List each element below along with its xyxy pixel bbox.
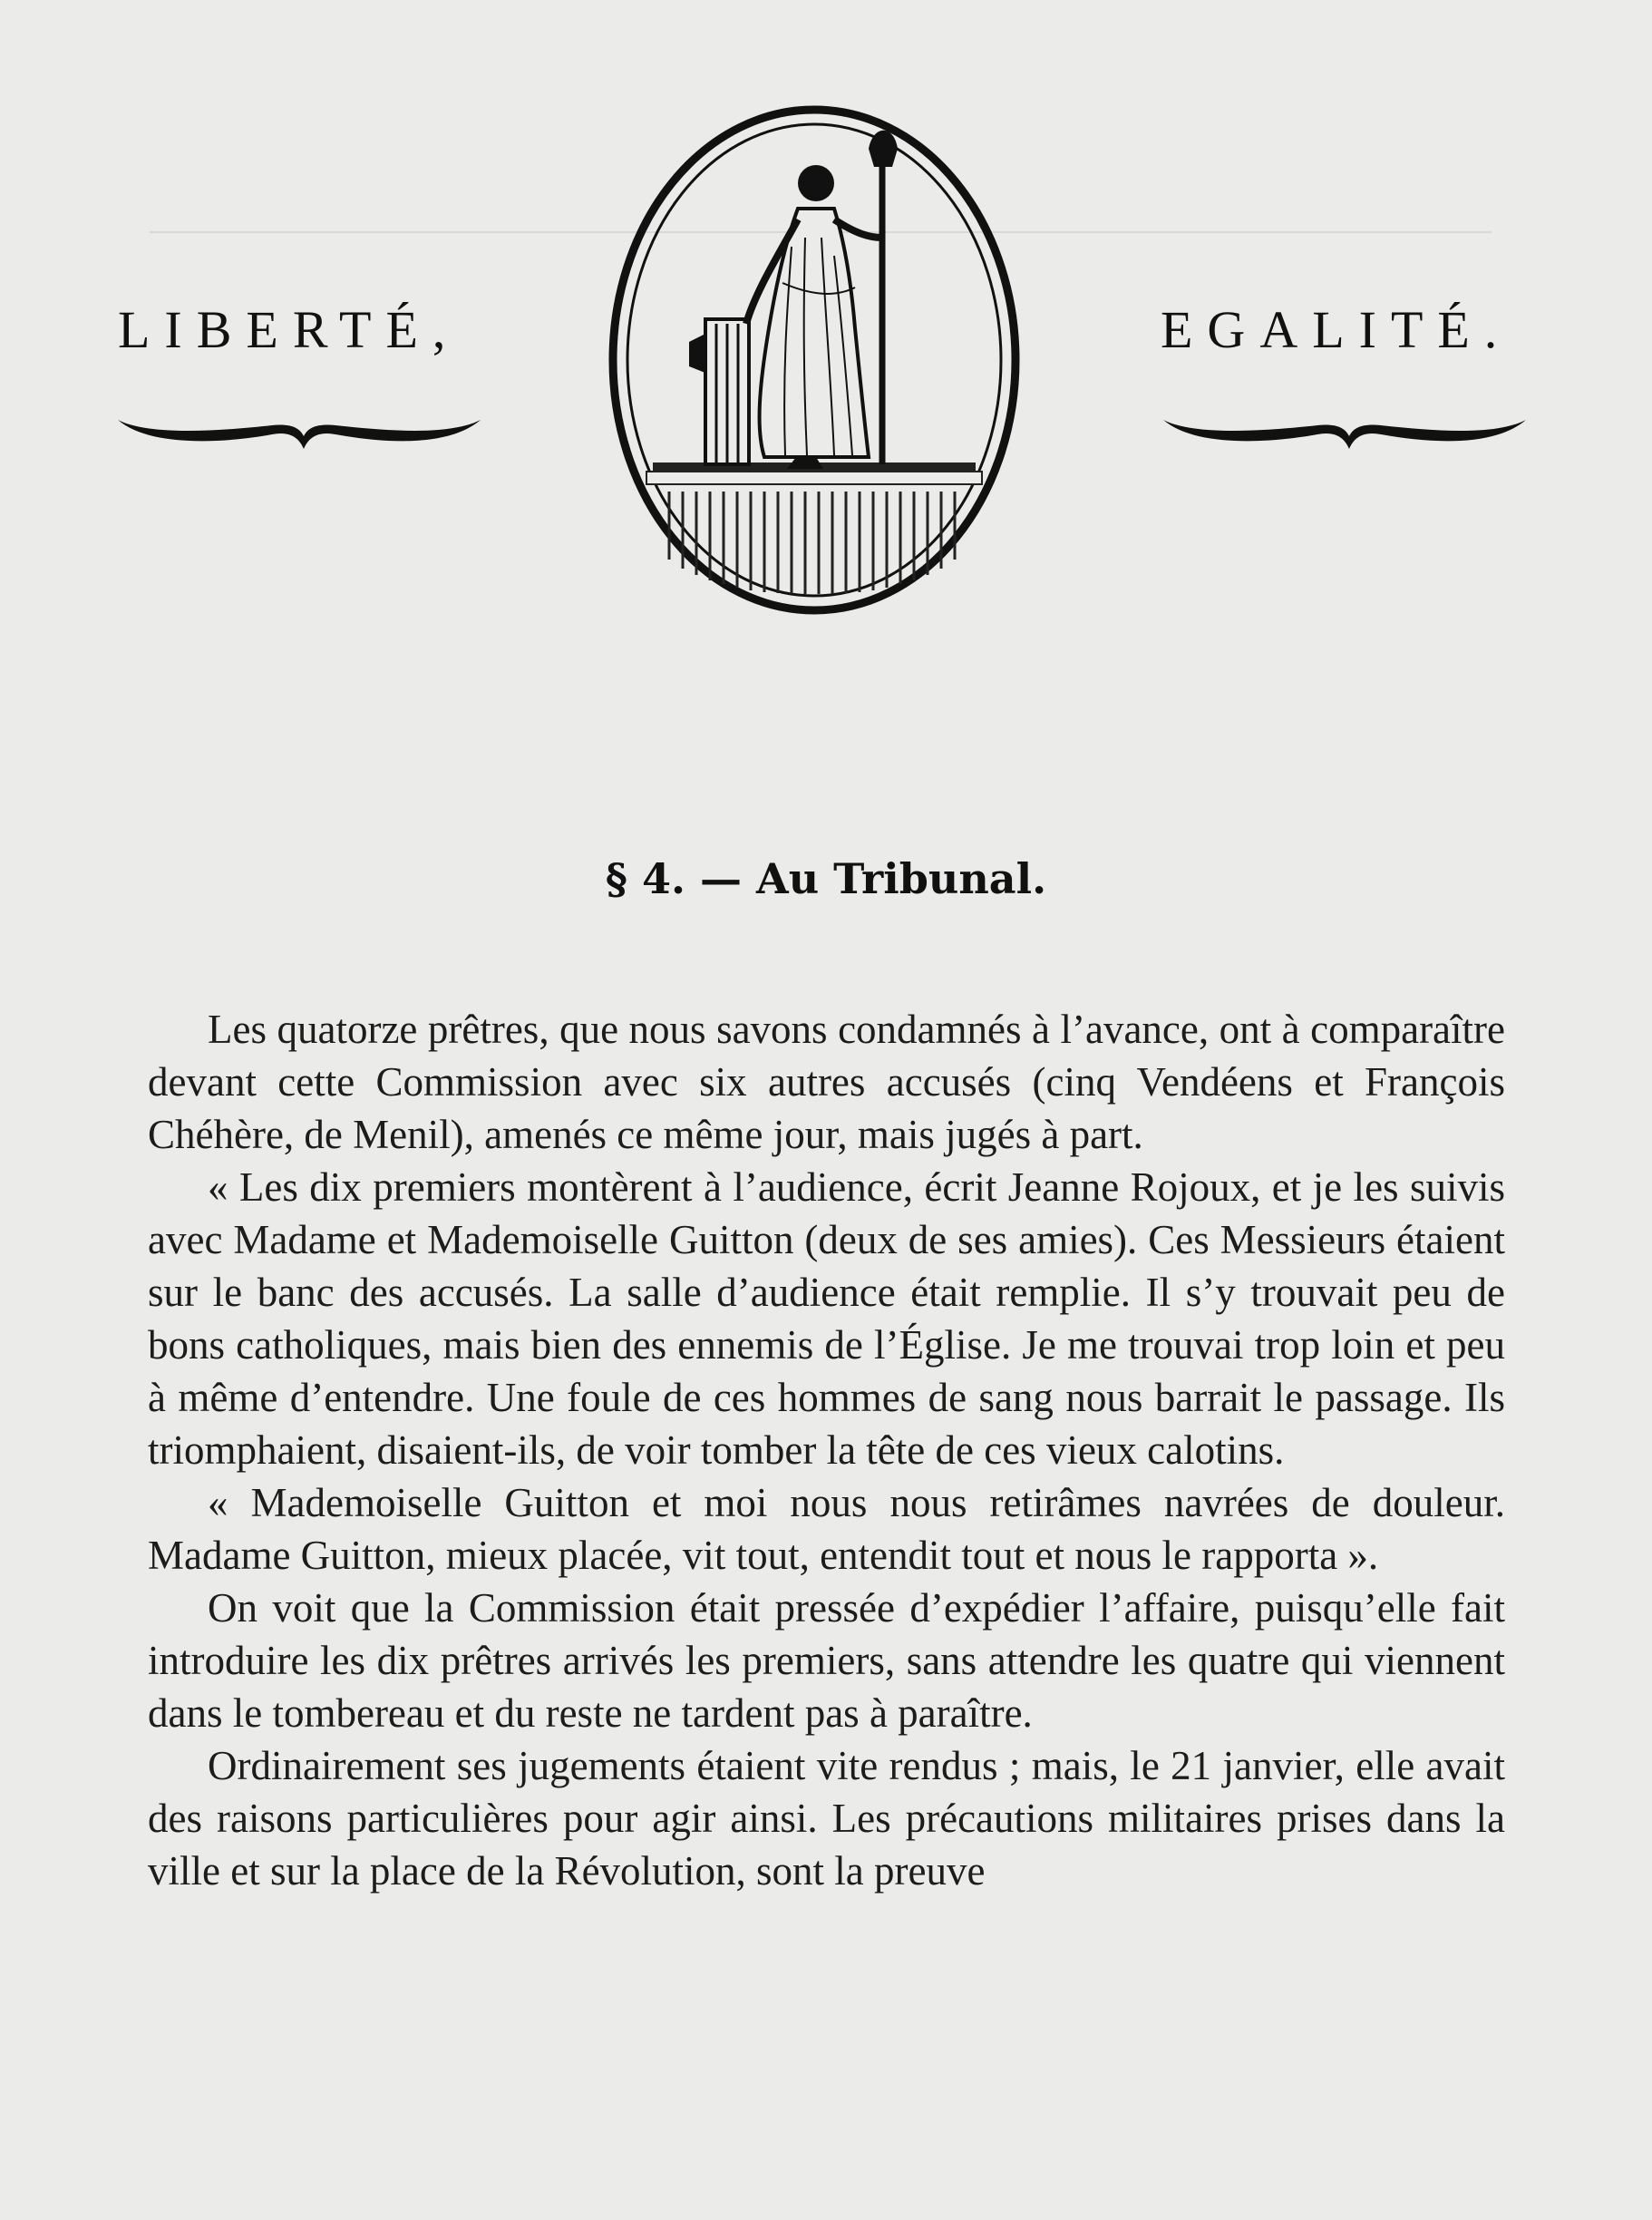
paragraph: « Les dix premiers montèrent à l’audience, écrit Jeanne Rojoux, et je les suivis avec Madame et Mademoiselle Guitton (deux de ses amies). Ces Messieurs étaient sur le banc des accusés. La salle d’audience était remplie. Il s’y trouvait peu de bons catholiques, mais bien des ennemis de l’Église. Je me trouvai trop loin et peu à même d’entendre. Une foule de ces hommes de sang nous barrait le passage. Ils triomphaient, disaient-ils, de voir tomber la tête de ces vieux calotins. bbox=[148, 1164, 1505, 1473]
paragraph: Ordinairement ses jugements étaient vite rendus ; mais, le 21 janvier, elle avait des raisons particulières pour agir ainsi. Les précautions militaires prises dans la ville et sur la place de la Révolution, sont la preuve bbox=[148, 1743, 1505, 1894]
header-word-liberte: LIBERTÉ, bbox=[118, 300, 461, 359]
ornamental-swash-left bbox=[113, 404, 485, 458]
paragraph: « Mademoiselle Guitton et moi nous nous retirâmes navrées de douleur. Madame Guitton, mieux placée, vit tout, entendit tout et nous le rapporta ». bbox=[148, 1480, 1505, 1578]
liberty-medallion-icon bbox=[606, 102, 1023, 618]
paragraph: Les quatorze prêtres, que nous savons condamnés à l’avance, ont à comparaître devant cette Commission avec six autres accusés (cinq Vendéens et François Chéhère, de Menil), amenés ce même jour, mais jugés à part. bbox=[148, 1007, 1505, 1157]
body-text bbox=[148, 1003, 1505, 1897]
paragraph: On voit que la Commission était pressée d’expédier l’affaire, puisqu’elle fait introduire les dix prêtres arrivés les premiers, sans attendre les quatre qui viennent dans le tombereau et du reste ne tardent pas à paraître. bbox=[148, 1585, 1505, 1736]
section-title: § 4. — Au Tribunal. bbox=[605, 854, 1047, 903]
ornamental-swash-right bbox=[1159, 404, 1531, 458]
header-word-egalite: EGALITÉ. bbox=[1161, 300, 1512, 359]
